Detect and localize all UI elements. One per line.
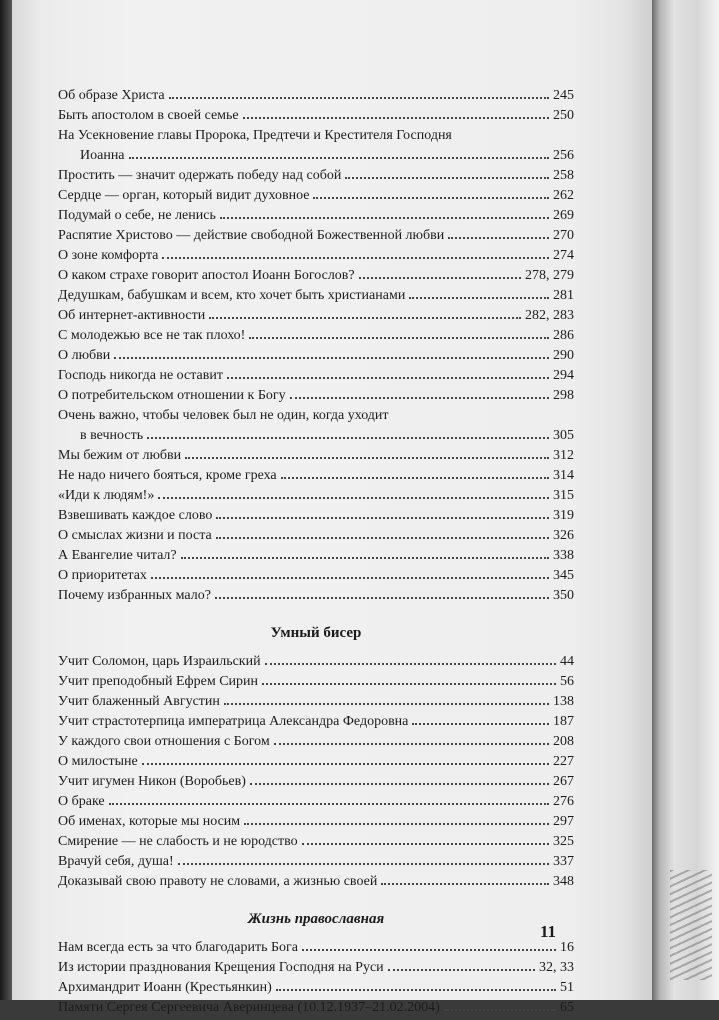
dot-leader <box>274 743 549 745</box>
toc-entry-page: 51 <box>560 980 574 995</box>
toc-entry-page: 312 <box>553 448 574 463</box>
dot-leader <box>250 783 549 785</box>
dot-leader <box>290 397 549 399</box>
toc-entry-title: Учит Соломон, царь Израильский <box>58 654 261 669</box>
toc-entry-title: О любви <box>58 348 111 363</box>
toc-entry <box>58 128 574 148</box>
toc-entry-page: 326 <box>553 528 574 543</box>
dot-leader <box>448 237 549 239</box>
toc-entry <box>58 228 574 248</box>
toc-entry <box>58 874 574 894</box>
dot-leader <box>114 357 549 359</box>
toc-entry-title: С молодежью все не так плохо! <box>58 328 246 343</box>
toc-entry <box>58 1000 574 1020</box>
toc-entry <box>58 814 574 834</box>
dot-leader <box>302 843 549 845</box>
toc-entry-title: Дедушкам, бабушкам и всем, кто хочет быть христианами <box>58 288 406 303</box>
toc-entry <box>58 940 574 960</box>
toc-entry-title: О милостыне <box>58 754 138 769</box>
toc-entry <box>58 588 574 608</box>
toc-entry-page: 298 <box>553 388 574 403</box>
toc-entry <box>58 654 574 674</box>
toc-umny-biser-list <box>58 654 574 894</box>
dot-leader <box>227 377 549 379</box>
dot-leader <box>313 197 549 199</box>
toc-entry-title: Об образе Христа <box>58 88 165 103</box>
toc-entry-page: 258 <box>553 168 574 183</box>
page-number: 11 <box>540 922 557 941</box>
toc-entry-title: О зоне комфорта <box>58 248 159 263</box>
toc-entry-page: 315 <box>553 488 574 503</box>
dot-leader <box>181 557 549 559</box>
dot-leader <box>243 117 549 119</box>
toc-entry-title: Архимандрит Иоанн (Крестьянкин) <box>58 980 272 995</box>
toc-entry <box>58 834 574 854</box>
toc-entry <box>58 388 574 408</box>
toc-entry-page: 227 <box>553 754 574 769</box>
dot-leader <box>265 663 556 665</box>
toc-entry-page: 274 <box>553 248 574 263</box>
toc-entry-page: 319 <box>553 508 574 523</box>
toc-entry-title: Смирение — не слабость и не юродство <box>58 834 298 849</box>
toc-entry-page: 348 <box>553 874 574 889</box>
toc-entry-continuation-line <box>58 428 574 448</box>
toc-entry-title: Сердце — орган, который видит духовное <box>58 188 310 203</box>
dot-leader <box>409 297 549 299</box>
dot-leader <box>388 969 535 971</box>
toc-entry <box>58 348 574 368</box>
toc-entry <box>58 468 574 488</box>
toc-entry-page: 65 <box>560 1000 574 1015</box>
toc-entry-page: 262 <box>553 188 574 203</box>
toc-entry <box>58 854 574 874</box>
toc-entry-title: Об именах, которые мы носим <box>58 814 241 829</box>
toc-entry-title: На Усекновение главы Пророка, Предтечи и Крестителя Господня <box>58 128 452 143</box>
toc-entry-continuation-line <box>58 148 574 168</box>
toc-entry <box>58 108 574 128</box>
toc-entry-page: 350 <box>553 588 574 603</box>
dot-leader <box>381 883 549 885</box>
toc-entry-title: Простить — значит одержать победу над собой <box>58 168 342 183</box>
toc-entry-page: 44 <box>560 654 574 669</box>
toc-entry <box>58 508 574 528</box>
toc-entry <box>58 88 574 108</box>
toc-entry <box>58 734 574 754</box>
dot-leader <box>142 763 549 765</box>
toc-entry-page: 314 <box>553 468 574 483</box>
dot-leader <box>169 97 549 99</box>
toc-entry-title: Учит игумен Никон (Воробьев) <box>58 774 246 789</box>
toc-entry-title: Не надо ничего бояться, кроме греха <box>58 468 277 483</box>
toc-entry-title: Быть апостолом в своей семье <box>58 108 239 123</box>
dot-leader <box>262 683 556 685</box>
dot-leader <box>215 597 549 599</box>
dot-leader <box>151 577 549 579</box>
toc-entry <box>58 328 574 348</box>
toc-entry-title: Подумай о себе, не ленись <box>58 208 216 223</box>
toc-entry-title: О каком страхе говорит апостол Иоанн Богослов? <box>58 268 355 283</box>
toc-entry-page: 297 <box>553 814 574 829</box>
toc-entry <box>58 568 574 588</box>
toc-entry-page: 256 <box>553 148 574 163</box>
toc-entry <box>58 694 574 714</box>
dot-leader <box>109 803 549 805</box>
toc-entry-page: 290 <box>553 348 574 363</box>
toc-entry-title: Очень важно, чтобы человек был не один, когда уходит <box>58 408 389 423</box>
toc-entry-page: 187 <box>553 714 574 729</box>
dot-leader <box>444 1009 556 1011</box>
toc-entry-page: 305 <box>553 428 574 443</box>
toc-entry-title: Врачуй себя, душа! <box>58 854 174 869</box>
toc-entry <box>58 774 574 794</box>
toc-zhizn-list <box>58 940 574 1020</box>
toc-entry-title: Почему избранных мало? <box>58 588 211 603</box>
toc-entry-title: Учит преподобный Ефрем Сирин <box>58 674 259 689</box>
toc-entry <box>58 408 574 428</box>
book-page <box>12 0 652 1015</box>
toc-entry <box>58 168 574 188</box>
toc-entry-page: 278, 279 <box>525 268 574 283</box>
toc-entry <box>58 674 574 694</box>
toc-entry-page: 276 <box>553 794 574 809</box>
scan-border-left <box>0 0 12 1000</box>
toc-entry <box>58 794 574 814</box>
toc-entry <box>58 960 574 980</box>
toc-entry-page: 208 <box>553 734 574 749</box>
toc-entry-title: Взвешивать каждое слово <box>58 508 213 523</box>
toc-entry <box>58 488 574 508</box>
toc-main-list <box>58 88 574 608</box>
dot-leader <box>249 337 549 339</box>
toc-entry-page: 281 <box>553 288 574 303</box>
toc-entry <box>58 208 574 228</box>
toc-entry <box>58 288 574 308</box>
dot-leader <box>302 949 556 951</box>
dot-leader <box>162 257 549 259</box>
dot-leader <box>412 723 549 725</box>
toc-entry <box>58 714 574 734</box>
toc-entry <box>58 308 574 328</box>
toc-entry-title: Мы бежим от любви <box>58 448 182 463</box>
toc-entry-title: Распятие Христово — действие свободной Божественной любви <box>58 228 445 243</box>
dot-leader <box>147 437 549 439</box>
toc-entry-title: О приоритетах <box>58 568 147 583</box>
toc-entry-title: О смыслах жизни и поста <box>58 528 212 543</box>
dot-leader <box>345 177 549 179</box>
dot-leader <box>281 477 549 479</box>
dot-leader <box>185 457 549 459</box>
toc-entry <box>58 754 574 774</box>
dot-leader <box>276 989 556 991</box>
dot-leader <box>244 823 549 825</box>
toc-entry-page: 337 <box>553 854 574 869</box>
toc-entry-title: А Евангелие читал? <box>58 548 177 563</box>
toc-entry-page: 250 <box>553 108 574 123</box>
toc-entry <box>58 188 574 208</box>
toc-entry-title: Памяти Сергея Сергеевича Аверинцева (10.12.1937–21.02.2004) <box>58 1000 440 1015</box>
dot-leader <box>224 703 549 705</box>
table-of-contents <box>58 88 574 1020</box>
section-heading-zhizn-pravoslavnaya: Жизнь православная <box>247 911 385 927</box>
book-edge-right <box>652 0 719 1000</box>
toc-entry-page: 338 <box>553 548 574 563</box>
dot-leader <box>158 497 549 499</box>
toc-entry-page: 269 <box>553 208 574 223</box>
toc-entry-title: Доказывай свою правоту не словами, а жизнью своей <box>58 874 378 889</box>
toc-entry <box>58 248 574 268</box>
toc-entry-title-continuation: Иоанна <box>80 148 125 163</box>
dot-leader <box>359 277 521 279</box>
toc-entry <box>58 268 574 288</box>
toc-entry-page: 267 <box>553 774 574 789</box>
toc-entry-title: Нам всегда есть за что благодарить Бога <box>58 940 298 955</box>
toc-entry-title: О потребительском отношении к Богу <box>58 388 286 403</box>
dot-leader <box>216 537 549 539</box>
dot-leader <box>129 157 549 159</box>
toc-entry <box>58 548 574 568</box>
toc-entry <box>58 980 574 1000</box>
toc-entry-page: 138 <box>553 694 574 709</box>
toc-entry-page: 286 <box>553 328 574 343</box>
toc-entry-page: 16 <box>560 940 574 955</box>
toc-entry-title-continuation: в вечность <box>80 428 144 443</box>
toc-entry-title: О браке <box>58 794 105 809</box>
toc-entry-title: «Иди к людям!» <box>58 488 155 503</box>
toc-entry-page: 294 <box>553 368 574 383</box>
section-heading-umny-biser: Умный бисер <box>270 625 362 641</box>
toc-entry-page: 245 <box>553 88 574 103</box>
toc-entry-title: Учит блаженный Августин <box>58 694 220 709</box>
toc-entry-title: У каждого свои отношения с Богом <box>58 734 270 749</box>
toc-entry-page: 270 <box>553 228 574 243</box>
toc-entry-title: Из истории празднования Крещения Господня на Руси <box>58 960 384 975</box>
toc-entry-title: Об интернет-активности <box>58 308 206 323</box>
toc-entry-page: 345 <box>553 568 574 583</box>
scuff-marks <box>670 870 712 980</box>
dot-leader <box>178 863 549 865</box>
toc-entry-title: Учит страстотерпица императрица Александра Федоровна <box>58 714 409 729</box>
dot-leader <box>220 217 549 219</box>
toc-entry <box>58 448 574 468</box>
toc-entry-page: 282, 283 <box>525 308 574 323</box>
toc-entry <box>58 368 574 388</box>
toc-entry-title: Господь никогда не оставит <box>58 368 223 383</box>
dot-leader <box>209 317 521 319</box>
toc-entry <box>58 528 574 548</box>
dot-leader <box>216 517 549 519</box>
toc-entry-page: 325 <box>553 834 574 849</box>
toc-entry-page: 56 <box>560 674 574 689</box>
toc-entry-page: 32, 33 <box>539 960 574 975</box>
